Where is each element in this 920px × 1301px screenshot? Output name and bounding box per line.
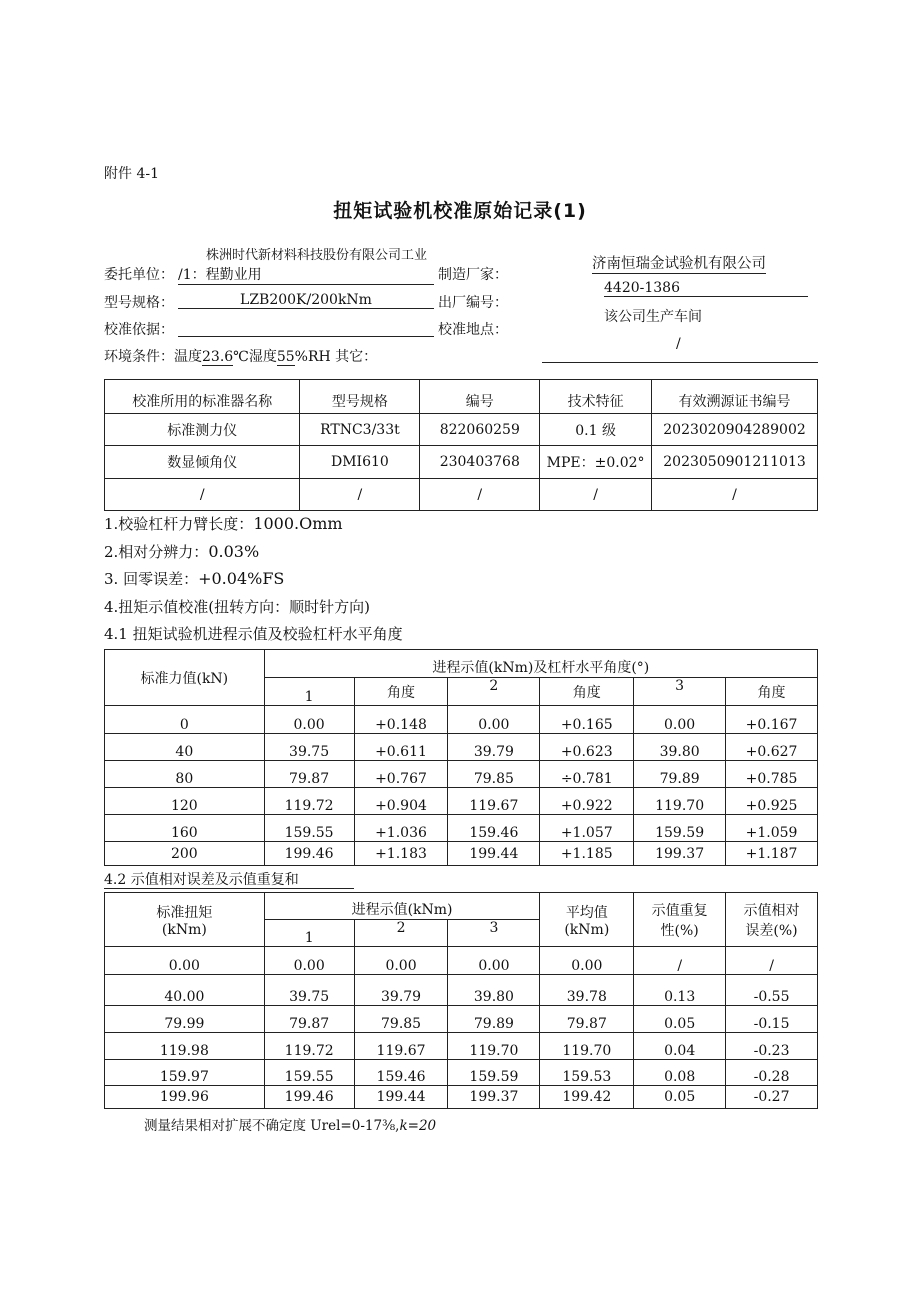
model-value: LZB200K/200kNm: [178, 292, 434, 309]
subheader-cell: 角度: [540, 678, 634, 706]
location-value: 该公司生产车间: [604, 309, 702, 325]
table-cell: 199.37: [448, 1086, 540, 1109]
table-cell: 79.89: [634, 761, 726, 788]
table-cell: -0.15: [726, 1006, 818, 1033]
table-cell: 0.00: [540, 947, 634, 975]
table-row: [105, 479, 818, 511]
table-row: [105, 815, 818, 842]
table-cell: 79.87: [540, 1006, 634, 1033]
subheader-cell: 3: [448, 920, 540, 947]
table-cell: +0.623: [540, 734, 634, 761]
table-cell: 0.00: [105, 947, 265, 975]
table-cell: 160: [105, 815, 265, 842]
table-cell: 159.53: [540, 1060, 634, 1086]
table-cell: 2023050901211013: [652, 446, 818, 479]
table-row: [105, 446, 818, 479]
table-row: [105, 706, 818, 734]
table-cell: 159.59: [634, 815, 726, 842]
table-cell: +1.185: [540, 842, 634, 866]
subheader-cell: 角度: [726, 678, 818, 706]
table-cell: 0.00: [448, 947, 540, 975]
subheader-cell: 2: [354, 920, 448, 947]
table-cell: 40.00: [105, 975, 265, 1006]
table-cell: 119.70: [634, 788, 726, 815]
table-row: [105, 734, 818, 761]
table-cell: 79.87: [264, 761, 354, 788]
header-cell: 编号: [420, 380, 540, 414]
table-cell: /: [652, 479, 818, 511]
table-row: [105, 1006, 818, 1033]
table-cell: 79.85: [448, 761, 540, 788]
subheader-cell: 1: [264, 678, 354, 706]
table-cell: +0.165: [540, 706, 634, 734]
table-cell: 39.80: [634, 734, 726, 761]
table-cell: 199.44: [354, 1086, 448, 1109]
table-cell: /: [105, 479, 300, 511]
table-cell: 119.98: [105, 1033, 265, 1060]
page-title: 扭矩试验机校准原始记录(1): [333, 200, 587, 222]
force-header: 标准力值(kN): [105, 650, 265, 706]
table-row: [105, 842, 818, 866]
table-cell: 159.55: [264, 815, 354, 842]
table-cell: 0.08: [634, 1060, 726, 1086]
table-cell: 79.89: [448, 1006, 540, 1033]
table-row: [105, 975, 818, 1006]
table-cell: 0.00: [354, 947, 448, 975]
standards-table: [104, 379, 818, 511]
serial-value: 4420-1386: [604, 280, 808, 297]
table-cell: 119.72: [264, 788, 354, 815]
header-cell: 技术特征: [540, 380, 652, 414]
table-cell: 39.75: [264, 975, 354, 1006]
subheader-cell: 角度: [354, 678, 448, 706]
table-header-row: [105, 650, 818, 678]
basis-label: 校准依据：: [104, 322, 174, 338]
torque-header: 标准扭矩 (kNm): [105, 893, 265, 947]
manufacturer-value: 济南恒瑞金试验机有限公司: [592, 252, 766, 274]
table-cell: 39.79: [448, 734, 540, 761]
table-cell: ÷0.781: [540, 761, 634, 788]
table-row: [105, 1033, 818, 1060]
environment-conditions: 环境条件：温度23.6℃湿度55%RH 其它：: [104, 349, 378, 365]
table-cell: 39.78: [540, 975, 634, 1006]
table-cell: 39.80: [448, 975, 540, 1006]
table-cell: /: [726, 947, 818, 975]
table-cell: 199.37: [634, 842, 726, 866]
table-cell: +0.167: [726, 706, 818, 734]
item-indication: 4.扭矩示值校准(扭转方向：顺时针方向): [104, 598, 371, 616]
table-cell: 79.87: [264, 1006, 354, 1033]
group-header: 进程示值(kNm)及杠杆水平角度(°): [264, 650, 817, 678]
table-cell: 230403768: [420, 446, 540, 479]
table-cell: +0.904: [354, 788, 448, 815]
env-other-line: [542, 362, 818, 363]
table-cell: 120: [105, 788, 265, 815]
manufacturer-label: 制造厂家：: [438, 267, 508, 283]
table-cell: 119.70: [540, 1033, 634, 1060]
table-cell: /: [420, 479, 540, 511]
table-cell: +1.036: [354, 815, 448, 842]
table-cell: +1.183: [354, 842, 448, 866]
table-cell: 2023020904289002: [652, 414, 818, 446]
table-cell: RTNC3/33t: [300, 414, 420, 446]
table-cell: 200: [105, 842, 265, 866]
table-cell: /: [300, 479, 420, 511]
table-cell: +0.767: [354, 761, 448, 788]
table-header-row: [105, 893, 818, 920]
table-cell: 79.99: [105, 1006, 265, 1033]
table-cell: /: [634, 947, 726, 975]
sub42-underline: [104, 888, 354, 889]
table-cell: 119.72: [264, 1033, 354, 1060]
header-cell: 有效溯源证书编号: [652, 380, 818, 414]
serial-label: 出厂编号：: [438, 295, 508, 311]
group-header: 进程示值(kNm): [264, 893, 540, 920]
error-table: [104, 892, 818, 1109]
table-cell: 199.46: [264, 1086, 354, 1109]
table-cell: 199.96: [105, 1086, 265, 1109]
table-cell: /: [540, 479, 652, 511]
table-cell: 0: [105, 706, 265, 734]
subheader-cell: 3: [634, 678, 726, 706]
subheader-cell: 1: [264, 920, 354, 947]
table-cell: +0.627: [726, 734, 818, 761]
table-cell: 40: [105, 734, 265, 761]
table-cell: 0.00: [634, 706, 726, 734]
table-row: [105, 788, 818, 815]
table-cell: 119.67: [448, 788, 540, 815]
table-cell: 159.97: [105, 1060, 265, 1086]
subheader-cell: 2: [448, 678, 540, 706]
table-cell: 标准测力仪: [105, 414, 300, 446]
table-cell: 80: [105, 761, 265, 788]
table-row: [105, 947, 818, 975]
item-zero-error: 3. 回零误差：+0.04%FS: [104, 569, 285, 588]
table-cell: -0.23: [726, 1033, 818, 1060]
table-cell: MPE：±0.02°: [540, 446, 652, 479]
relative-error-header: 示值相对 误差(%): [726, 893, 818, 947]
table-cell: 0.00: [264, 706, 354, 734]
table-cell: +1.187: [726, 842, 818, 866]
table-cell: 79.85: [354, 1006, 448, 1033]
table-cell: 数显倾角仪: [105, 446, 300, 479]
table-cell: 119.67: [354, 1033, 448, 1060]
attachment-label: 附件 4-1: [104, 166, 159, 182]
table-cell: 39.75: [264, 734, 354, 761]
client-label: 委托单位：: [104, 267, 174, 283]
table-cell: -0.55: [726, 975, 818, 1006]
table-cell: +0.611: [354, 734, 448, 761]
item-resolution: 2.相对分辨力：0.03%: [104, 542, 260, 561]
client-name-line2: /1：程勤业用: [178, 264, 434, 285]
table-cell: 0.00: [448, 706, 540, 734]
table-cell: +1.059: [726, 815, 818, 842]
table-cell: DMI610: [300, 446, 420, 479]
table-cell: +0.148: [354, 706, 448, 734]
table-cell: -0.27: [726, 1086, 818, 1109]
item-sub42: 4.2 示值相对误差及示值重复和: [104, 872, 299, 888]
table-cell: 0.00: [264, 947, 354, 975]
header-cell: 校准所用的标准器名称: [105, 380, 300, 414]
model-label: 型号规格：: [104, 295, 174, 311]
table-row: [105, 1086, 818, 1109]
table-cell: 0.1 级: [540, 414, 652, 446]
table-cell: 0.13: [634, 975, 726, 1006]
table-cell: -0.28: [726, 1060, 818, 1086]
uncertainty-note: 测量结果相对扩展不确定度 Urel=0-17⅜,k=20: [144, 1118, 437, 1134]
table-cell: 39.79: [354, 975, 448, 1006]
table-cell: 0.05: [634, 1086, 726, 1109]
table-row: [105, 1060, 818, 1086]
avg-header: 平均值 (kNm): [540, 893, 634, 947]
table-cell: 199.44: [448, 842, 540, 866]
client-name-line1: 株洲时代新材料科技股份有限公司工业: [206, 248, 428, 263]
error-table-body: [105, 947, 818, 1109]
table-cell: 199.46: [264, 842, 354, 866]
table-cell: +0.925: [726, 788, 818, 815]
env-temperature: 23.6: [202, 349, 234, 365]
table-row: [105, 761, 818, 788]
table-cell: 0.04: [634, 1033, 726, 1060]
header-cell: 型号规格: [300, 380, 420, 414]
table-cell: +0.922: [540, 788, 634, 815]
table-cell: 159.59: [448, 1060, 540, 1086]
repeatability-header: 示值重复 性(%): [634, 893, 726, 947]
env-other-value: /: [676, 336, 681, 352]
env-humidity: 55: [276, 349, 295, 365]
table-row: [105, 414, 818, 446]
table-cell: 119.70: [448, 1033, 540, 1060]
table-cell: +1.057: [540, 815, 634, 842]
table-cell: 199.42: [540, 1086, 634, 1109]
basis-value-line: [178, 319, 434, 337]
table-cell: 159.46: [354, 1060, 448, 1086]
item-lever-length: 1.校验杠杆力臂长度：1000.Omm: [104, 514, 343, 533]
table-cell: 822060259: [420, 414, 540, 446]
progress-angle-table: [104, 649, 818, 866]
item-sub41: 4.1 扭矩试验机进程示值及校验杠杆水平角度: [104, 625, 403, 643]
table-cell: 159.46: [448, 815, 540, 842]
table-cell: 0.05: [634, 1006, 726, 1033]
progress-table-body: [105, 706, 818, 866]
standards-header-row: [105, 380, 818, 414]
table-cell: 159.55: [264, 1060, 354, 1086]
location-label: 校准地点：: [438, 322, 508, 338]
table-cell: +0.785: [726, 761, 818, 788]
